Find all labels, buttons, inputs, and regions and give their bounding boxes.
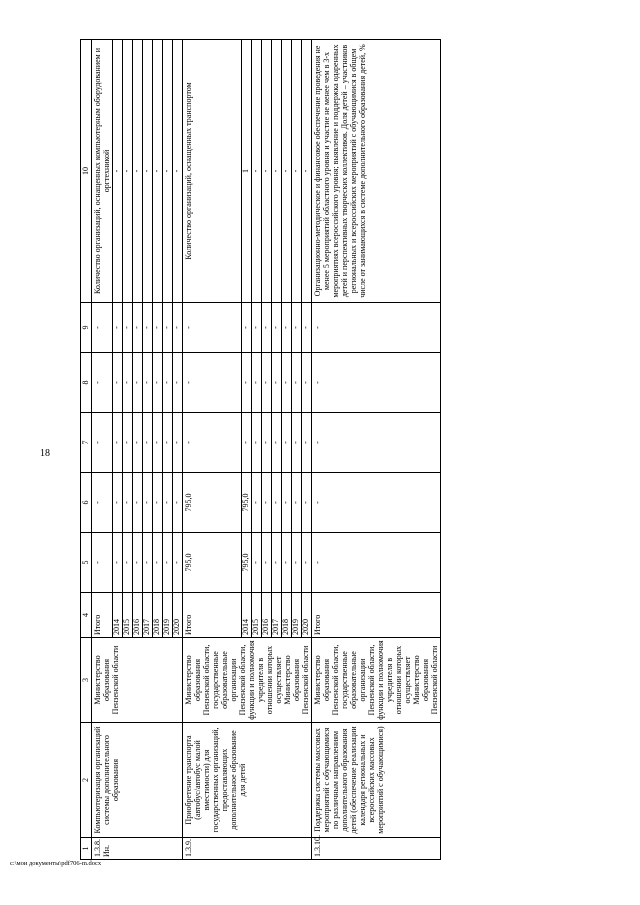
indicator-value: - <box>113 40 123 303</box>
year-value: - <box>252 533 262 593</box>
year-value: - <box>133 353 143 413</box>
indicator-value: - <box>123 40 133 303</box>
year-value: - <box>302 413 312 473</box>
col-num-4: 4 <box>81 593 92 638</box>
year-value: - <box>252 473 262 533</box>
year-value: - <box>262 533 272 593</box>
year-value: - <box>143 413 153 473</box>
year-value: - <box>153 533 163 593</box>
event-name: Приобретение транспорта (автобус/автобус малой вместимости) для государственных организаций, предоставляющих дополнительное образование для детей <box>183 723 312 838</box>
event-executor: Министерство образования Пензенской области <box>92 638 183 723</box>
indicator-value: - <box>262 40 272 303</box>
year-value: - <box>272 353 282 413</box>
year-value: - <box>163 303 173 353</box>
year-value: - <box>252 303 262 353</box>
year-value: - <box>133 533 143 593</box>
year-label: 2018 <box>153 593 163 638</box>
year-value: - <box>153 473 163 533</box>
col-num-10: 10 <box>81 40 92 303</box>
col-num-7: 7 <box>81 413 92 473</box>
year-value: - <box>292 473 302 533</box>
total-value: - <box>183 303 242 353</box>
event-number: 1.3.8. Ин. <box>92 838 183 860</box>
year-value: - <box>123 533 133 593</box>
year-value: - <box>133 413 143 473</box>
col-num-5: 5 <box>81 533 92 593</box>
year-value: - <box>262 303 272 353</box>
year-label: 2019 <box>292 593 302 638</box>
indicator-value: - <box>272 40 282 303</box>
year-value: - <box>113 303 123 353</box>
year-value: - <box>272 413 282 473</box>
indicator-name: Организационно-методическое и финансовое обеспечение проведения не менее 5 мероприятий областного уровня и участие не менее чем в 3-х мероприятиях всероссийского уровня; выявление и поддержка одаренных детей и перспективных творческих коллективов. Доля детей – участников региональных и всероссийских мероприятий с обучающимися в общем числе от занимающихся в системе дополнительного образования детей, % <box>312 40 441 303</box>
indicator-value: - <box>173 40 183 303</box>
year-label: 2020 <box>173 593 183 638</box>
year-value: - <box>153 353 163 413</box>
year-value: - <box>143 353 153 413</box>
year-label: 2015 <box>252 593 262 638</box>
year-value: - <box>143 533 153 593</box>
year-value: - <box>153 413 163 473</box>
year-value: - <box>292 413 302 473</box>
event-row <box>183 40 242 860</box>
event-row <box>312 40 441 860</box>
year-label: 2014 <box>113 593 123 638</box>
year-value: - <box>302 353 312 413</box>
total-value: - <box>92 533 113 593</box>
year-value: - <box>123 473 133 533</box>
year-value: - <box>302 473 312 533</box>
rotated-table-container <box>80 40 580 860</box>
year-value: - <box>302 533 312 593</box>
year-value: - <box>153 303 163 353</box>
indicator-value: - <box>252 40 262 303</box>
event-name: Компьютеризация организаций системы дополнительного образования <box>92 723 183 838</box>
total-value: - <box>92 473 113 533</box>
year-value: - <box>173 413 183 473</box>
year-label: 2016 <box>133 593 143 638</box>
year-value: - <box>262 473 272 533</box>
year-value: - <box>272 303 282 353</box>
program-table <box>80 39 441 860</box>
year-value: - <box>272 533 282 593</box>
year-value: - <box>242 413 252 473</box>
indicator-value: 1 <box>242 40 252 303</box>
column-number-row <box>81 40 92 860</box>
total-value: 795,0 <box>183 473 242 533</box>
col-num-9: 9 <box>81 303 92 353</box>
year-value: - <box>133 303 143 353</box>
event-executor: Министерство образования Пензенской области, государственные образовательные организации Пензенской области, функции и полномочия учредителя в отношении которых осуществляет Министерство образования Пензенской области <box>312 638 441 723</box>
total-value: - <box>312 303 441 353</box>
year-value: - <box>282 413 292 473</box>
year-label: 2014 <box>242 593 252 638</box>
indicator-value: - <box>302 40 312 303</box>
event-executor: Министерство образования Пензенской области, государственные образовательные организации Пензенской области, функции и полномочия учредителя в отношении которых осуществляет Министерство образования Пензенской области <box>183 638 312 723</box>
total-value: - <box>312 473 441 533</box>
indicator-value: - <box>143 40 153 303</box>
year-value: - <box>133 473 143 533</box>
year-value: - <box>163 473 173 533</box>
year-value: - <box>113 473 123 533</box>
col-num-2: 2 <box>81 723 92 838</box>
year-value: - <box>282 533 292 593</box>
year-value: - <box>262 353 272 413</box>
year-label: 2018 <box>282 593 292 638</box>
indicator-value: - <box>133 40 143 303</box>
total-label: Итого <box>183 593 242 638</box>
year-value: - <box>123 353 133 413</box>
year-label: 2016 <box>262 593 272 638</box>
indicator-name: Количество организаций, оснащенных транспортом <box>183 40 242 303</box>
year-label: 2019 <box>163 593 173 638</box>
year-value: - <box>292 353 302 413</box>
total-value: - <box>92 413 113 473</box>
year-value: - <box>113 533 123 593</box>
indicator-value: - <box>292 40 302 303</box>
col-num-1: 1 <box>81 838 92 860</box>
event-number: 1.3.9. <box>183 838 312 860</box>
total-value: - <box>312 413 441 473</box>
year-value: - <box>292 303 302 353</box>
year-value: - <box>282 353 292 413</box>
year-value: - <box>282 473 292 533</box>
year-value: - <box>123 413 133 473</box>
year-value: - <box>113 413 123 473</box>
year-value: - <box>242 353 252 413</box>
year-value: 795,0 <box>242 473 252 533</box>
total-value: - <box>312 353 441 413</box>
indicator-value: - <box>153 40 163 303</box>
year-value: - <box>173 473 183 533</box>
year-value: - <box>123 303 133 353</box>
year-value: - <box>242 303 252 353</box>
year-label: 2015 <box>123 593 133 638</box>
page-number: 18 <box>40 448 50 459</box>
total-value: - <box>183 353 242 413</box>
total-label: Итого <box>92 593 113 638</box>
year-value: - <box>143 473 153 533</box>
col-num-8: 8 <box>81 353 92 413</box>
year-label: 2020 <box>302 593 312 638</box>
year-value: - <box>173 303 183 353</box>
year-value: - <box>143 303 153 353</box>
total-label: Итого <box>312 593 441 638</box>
year-value: 795,0 <box>242 533 252 593</box>
total-value: - <box>92 303 113 353</box>
total-value: - <box>92 353 113 413</box>
total-value: - <box>312 533 441 593</box>
footer-file-path: c:\мои документы\pdf706-m.docx <box>10 860 102 867</box>
year-value: - <box>173 353 183 413</box>
year-value: - <box>163 533 173 593</box>
total-value: - <box>183 413 242 473</box>
event-number: 1.3.10. <box>312 838 441 860</box>
col-num-3: 3 <box>81 638 92 723</box>
year-value: - <box>262 413 272 473</box>
year-label: 2017 <box>272 593 282 638</box>
year-value: - <box>163 353 173 413</box>
year-value: - <box>252 413 262 473</box>
col-num-6: 6 <box>81 473 92 533</box>
indicator-value: - <box>163 40 173 303</box>
event-name: Поддержка системы массовых мероприятий с обучающимися по различным направлениям дополнительного образования детей (обеспечение реализации календаря региональных и всероссийских массовых мероприятий с обучающимися) <box>312 723 441 838</box>
year-value: - <box>292 533 302 593</box>
year-value: - <box>163 413 173 473</box>
year-value: - <box>173 533 183 593</box>
year-label: 2017 <box>143 593 153 638</box>
year-value: - <box>252 353 262 413</box>
indicator-name: Количество организаций, оснащенных компьютерным оборудованием и оргтехникой <box>92 40 113 303</box>
year-value: - <box>113 353 123 413</box>
total-value: 795,0 <box>183 533 242 593</box>
indicator-value: - <box>282 40 292 303</box>
year-value: - <box>282 303 292 353</box>
event-row <box>92 40 113 860</box>
year-value: - <box>302 303 312 353</box>
year-value: - <box>272 473 282 533</box>
